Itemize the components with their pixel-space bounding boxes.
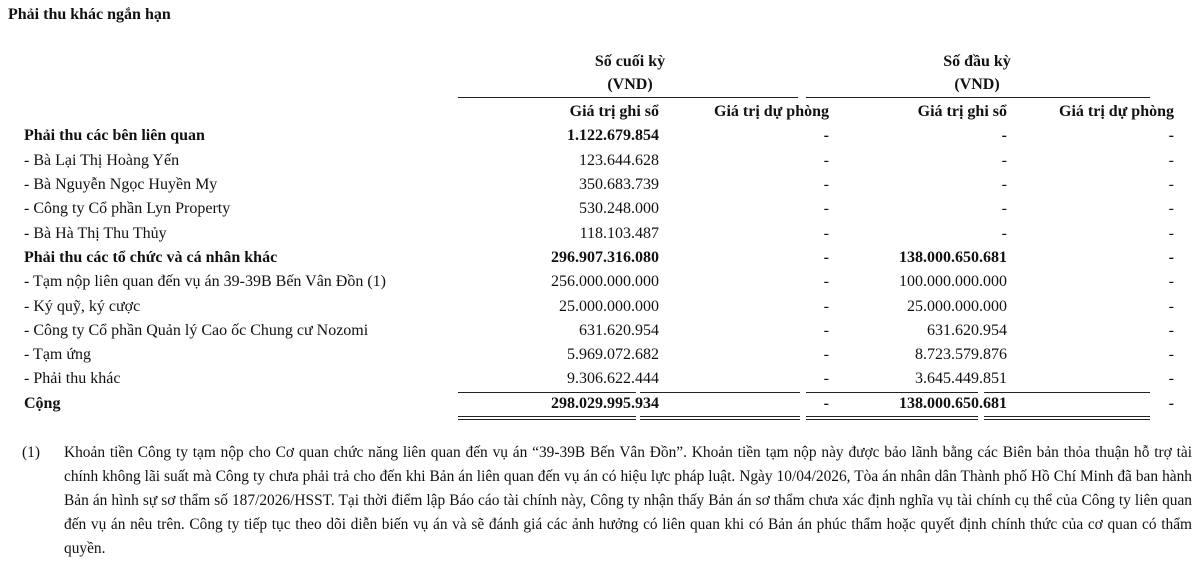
column-group-end — [465, 50, 795, 96]
row-book-value-begin: 631.620.954 — [927, 321, 1007, 339]
column-group-end-unit: (VND) — [607, 76, 653, 93]
row-provision-end: - — [823, 151, 829, 169]
total-bottom-rule-double — [640, 419, 800, 420]
row-provision-begin: - — [1168, 176, 1174, 194]
row-provision-begin: - — [1168, 151, 1174, 169]
footnote-text: Khoản tiền Công ty tạm nộp cho Cơ quan chức năng liên quan đến vụ án “39-39B Bến Vân Đồn”. Khoản tiền tạm nộp này được bảo lãnh bằng các Biên bản thỏa thuận hỗ trợ tài chính không lãi suất mà Công ty chưa phải trả cho đến khi Bản án liên quan đến vụ án có hiệu lực pháp luật. Ngày 10/04/2026, Tòa án nhân dân Thành phố Hồ Chí Minh đã ban hành Bản án hình sự sơ thẩm số 187/2026/HSST. Tại thời điểm lập Báo cáo tài chính này, Công ty nhận thấy Bản án sơ thẩm chưa xác định nghĩa vụ tài chính cụ thể của Công ty liên quan đến vụ án nêu trên. Công ty tiếp tục theo dõi diễn biến vụ án và sẽ đánh giá các ảnh hưởng có liên quan khi có Bản án phúc thẩm hoặc quyết định chính thức của cơ quan có thẩm quyền. — [64, 444, 1192, 557]
row-provision-end: - — [823, 176, 829, 194]
total-bottom-rule — [640, 416, 800, 417]
group-underline-begin — [806, 97, 1150, 98]
row-book-value-begin: - — [1001, 151, 1007, 169]
row-book-value-end: 631.620.954 — [579, 321, 659, 339]
table-row — [0, 197, 1174, 221]
row-book-value-end: 1.122.679.854 — [567, 127, 659, 145]
row-provision-end: - — [823, 297, 829, 315]
column-group-begin — [812, 50, 1142, 96]
row-book-value-begin: - — [1001, 127, 1007, 145]
table-row — [0, 246, 1174, 270]
col-book-value-end: Giá trị ghi sổ — [569, 103, 659, 121]
total-top-rule — [640, 392, 800, 393]
row-book-value-begin: 100.000.000.000 — [899, 273, 1007, 291]
row-provision-begin: - — [1168, 200, 1174, 218]
row-book-value-begin: - — [1001, 200, 1007, 218]
row-provision-begin: - — [1168, 370, 1174, 388]
footnote-marker: (1) — [22, 444, 40, 461]
table-row — [0, 124, 1174, 148]
row-provision-begin: - — [1168, 224, 1174, 242]
row-book-value-end: 296.907.316.080 — [551, 248, 659, 266]
col-provision-end: Giá trị dự phòng — [714, 103, 829, 121]
row-provision-begin: - — [1168, 248, 1174, 266]
table-row — [0, 149, 1174, 173]
total-bottom-rule-double — [984, 419, 1150, 420]
table-row — [0, 319, 1174, 343]
column-group-end-label: Số cuối kỳ — [594, 53, 666, 70]
row-provision-begin: - — [1168, 297, 1174, 315]
row-provision-end: - — [823, 370, 829, 388]
receivables-table — [0, 100, 1174, 416]
total-bottom-rule — [806, 416, 978, 417]
row-book-value-begin: - — [1001, 224, 1007, 242]
total-bottom-rule-double — [806, 419, 978, 420]
table-row — [0, 270, 1174, 294]
row-label: - Bà Lại Thị Hoàng Yến — [24, 151, 180, 169]
total-label: Cộng — [24, 394, 61, 412]
table-row — [0, 173, 1174, 197]
table-header-row — [0, 100, 1174, 124]
group-underline-end — [458, 97, 798, 98]
row-book-value-begin: 3.645.449.851 — [915, 370, 1007, 388]
total-top-rule — [984, 392, 1150, 393]
row-book-value-begin: 25.000.000.000 — [907, 297, 1007, 315]
row-provision-begin: - — [1168, 273, 1174, 291]
row-book-value-end: 118.103.487 — [579, 224, 659, 242]
row-provision-end: - — [823, 224, 829, 242]
row-label: - Công ty Cổ phần Lyn Property — [24, 200, 231, 218]
row-label: - Ký quỹ, ký cược — [24, 297, 141, 315]
row-label: Phải thu các bên liên quan — [24, 127, 205, 145]
row-label: - Phải thu khác — [24, 370, 121, 388]
column-group-begin-unit: (VND) — [954, 76, 1000, 93]
row-provision-end: - — [823, 273, 829, 291]
footnote — [22, 441, 1192, 561]
total-row — [0, 392, 1174, 416]
total-bottom-rule — [984, 416, 1150, 417]
row-book-value-end: 350.683.739 — [579, 176, 659, 194]
table-row — [0, 367, 1174, 391]
total-bottom-rule — [458, 416, 636, 417]
row-provision-end: - — [823, 127, 829, 145]
row-book-value-end: 530.248.000 — [579, 200, 659, 218]
table-row — [0, 221, 1174, 245]
total-top-rule — [458, 392, 636, 393]
total-v1: 298.029.995.934 — [551, 394, 659, 412]
section-title: Phải thu khác ngắn hạn — [8, 6, 171, 23]
total-top-rule — [806, 392, 978, 393]
row-provision-end: - — [823, 321, 829, 339]
row-provision-begin: - — [1168, 321, 1174, 339]
row-book-value-begin: - — [1001, 176, 1007, 194]
row-label: - Bà Hà Thị Thu Thủy — [24, 224, 167, 242]
row-book-value-begin: 8.723.579.876 — [915, 346, 1007, 364]
row-provision-end: - — [823, 248, 829, 266]
total-bottom-rule-double — [458, 419, 636, 420]
col-book-value-begin: Giá trị ghi sổ — [917, 103, 1007, 121]
row-label: - Tạm nộp liên quan đến vụ án 39-39B Bến Vân Đồn (1) — [24, 273, 387, 291]
total-v4: - — [1168, 394, 1174, 412]
total-v2: - — [823, 394, 829, 412]
row-book-value-end: 5.969.072.682 — [567, 346, 659, 364]
row-book-value-end: 256.000.000.000 — [551, 273, 659, 291]
row-label: - Công ty Cổ phần Quản lý Cao ốc Chung cư Nozomi — [24, 321, 369, 339]
table-row — [0, 294, 1174, 318]
row-label: - Tạm ứng — [24, 346, 92, 364]
table-row — [0, 343, 1174, 367]
row-provision-begin: - — [1168, 346, 1174, 364]
col-provision-begin: Giá trị dự phòng — [1059, 103, 1174, 121]
row-label: Phải thu các tổ chức và cá nhân khác — [24, 248, 278, 266]
row-provision-end: - — [823, 346, 829, 364]
row-book-value-end: 25.000.000.000 — [559, 297, 659, 315]
row-provision-begin: - — [1168, 127, 1174, 145]
row-book-value-begin: 138.000.650.681 — [899, 248, 1007, 266]
row-provision-end: - — [823, 200, 829, 218]
row-book-value-end: 123.644.628 — [579, 151, 659, 169]
row-book-value-end: 9.306.622.444 — [567, 370, 659, 388]
column-group-begin-label: Số đầu kỳ — [943, 53, 1011, 70]
total-v3: 138.000.650.681 — [899, 394, 1007, 412]
row-label: - Bà Nguyễn Ngọc Huyền My — [24, 176, 218, 194]
